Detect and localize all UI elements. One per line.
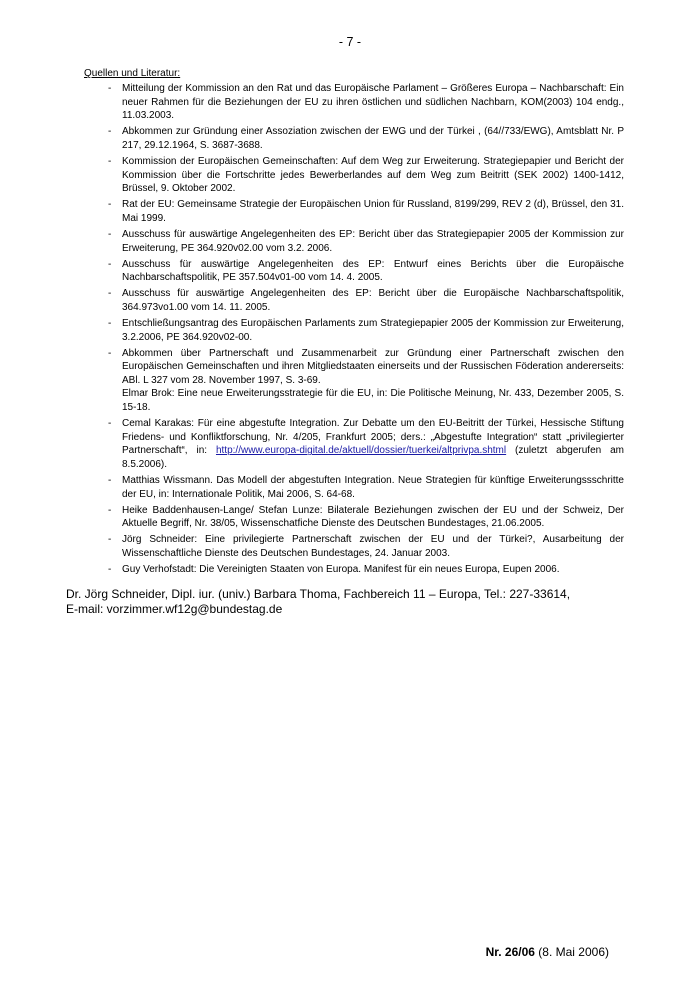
reference-item [84, 563, 624, 577]
reference-text: Heike Baddenhausen-Lange/ Stefan Lunze: Bilaterale Beziehungen zwischen der EU und der Schweiz, Der Aktuelle Begriff, Nr. 38/05, Wissenschatfiche Dienste des Deutschen Bundestages, 21.06.2005. [122, 504, 624, 530]
bullet-dash: - [108, 564, 112, 576]
reference-text-before-link: Cemal Karakas: Für eine abgestufte Integration. Zur Debatte um den EU-Beitritt der Türkei, Hessische Stiftung Friedens- und Konfliktforschung, Nr. 4/205, Frankfurt 2005; ders.: „Abgestufte Integration“ statt „privilegierter Partnerschaft“, in: [122, 418, 624, 457]
author-info [66, 587, 646, 617]
reference-item [84, 474, 624, 501]
document-number [486, 945, 609, 959]
reference-text: Matthias Wissmann. Das Modell der abgestuften Integration. Neue Strategien für künftige Erweiterungssschritte der EU, in: Internationale Politik, Mai 2006, S. 64-68. [122, 475, 624, 500]
reference-text: Entschließungsantrag des Europäischen Parlaments zum Strategiepapier 2005 der Kommission zur Erweiterung, 3.2.2006, PE 364.920v02-00. [122, 318, 624, 343]
bullet-dash: - [108, 83, 112, 94]
bullet-dash: - [108, 534, 112, 546]
reference-text-continuation: Elmar Brok: Eine neue Erweiterungsstrategie für die EU, in: Die Politische Meinung, Nr. 433, Dezember 2005, S. 15-18. [122, 388, 624, 414]
page-number: - 7 - [338, 35, 362, 49]
document-number-label: Nr. 26/06 [485, 945, 535, 959]
reference-item [84, 317, 624, 344]
reference-item [84, 228, 624, 255]
bullet-dash: - [108, 347, 112, 359]
reference-item [84, 155, 624, 196]
reference-item [84, 258, 624, 285]
reference-item [84, 198, 624, 225]
bullet-dash: - [108, 418, 112, 430]
reference-text [122, 417, 624, 471]
reference-text: Guy Verhofstadt: Die Vereinigten Staaten von Europa. Manifest für ein neues Europa, Eupen 2006. [122, 564, 560, 576]
reference-item [84, 417, 624, 471]
author-line: Dr. Jörg Schneider, Dipl. iur. (univ.) Barbara Thoma, Fachbereich 11 – Europa, Tel.: 227-33614, [66, 587, 571, 601]
reference-text: Rat der EU: Gemeinsame Strategie der Europäischen Union für Russland, 8199/299, REV 2 (d), Brüssel, den 31. Mai 1999. [122, 199, 624, 224]
document-date: (8. Mai 2006) [534, 945, 609, 959]
reference-item [84, 347, 624, 415]
bullet-dash: - [108, 199, 112, 211]
bullet-dash: - [108, 126, 112, 138]
sources-heading: Quellen und Literatur: [84, 68, 181, 79]
bullet-dash: - [108, 258, 112, 270]
reference-item [84, 533, 624, 560]
reference-text: Abkommen über Partnerschaft und Zusammenarbeit zur Gründung einer Partnerschaft zwischen den Europäischen Gemeinschaften und ihren Mitgliedstaaten einerseits und der Russischen Föderation andererseits: ABl. L 327 vom 28. November 1997, S. 3-69. [122, 347, 624, 386]
reference-text-after-link: (zuletzt abgerufen am 8.5.2006). [122, 445, 625, 470]
reference-item [84, 125, 624, 152]
reference-item [84, 82, 624, 123]
reference-text: Ausschuss für auswärtige Angelegenheiten des EP: Bericht über das Strategiepapier 2005 der Kommission zur Erweiterung, PE 364.920v02.00 vom 3.2. 2006. [122, 228, 624, 254]
reference-link[interactable]: http://www.europa-digital.de/aktuell/dossier/tuerkei/altprivpa.shtml [215, 445, 507, 457]
sources-section [84, 67, 624, 579]
reference-text: Jörg Schneider: Eine privilegierte Partnerschaft zwischen der EU und der Türkei?, Ausarbeitung der Wissenschaftliche Dienste des Deutschen Bundestages, 24. Januar 2003. [122, 534, 624, 559]
author-email: E-mail: vorzimmer.wf12g@bundestag.de [66, 602, 283, 616]
bullet-dash: - [108, 504, 112, 516]
reference-item [84, 504, 624, 531]
reference-list [84, 82, 624, 577]
reference-text: Ausschuss für auswärtige Angelegenheiten des EP: Bericht über die Europäische Nachbarschaftspolitik, 364.973vo1.00 vom 14. 11. 2005. [122, 288, 624, 313]
bullet-dash: - [108, 318, 112, 329]
bullet-dash: - [108, 475, 112, 487]
bullet-dash: - [108, 155, 112, 167]
bullet-dash: - [108, 288, 112, 300]
reference-text: Kommission der Europäischen Gemeinschaften: Auf dem Weg zur Erweiterung. Strategiepapier und Bericht der Kommission über die Fortschritte jedes Bewerberlandes auf dem Weg zum Beitritt (SEK 2002) 1400-1412, Brüssel, 9. Oktober 2002. [122, 155, 624, 195]
reference-item [84, 287, 624, 314]
reference-text: Abkommen zur Gründung einer Assoziation zwischen der EWG und der Türkei , (64//733/EWG), Amtsblatt Nr. P 217, 29.12.1964, S. 3687-3688. [122, 126, 624, 151]
reference-text: Ausschuss für auswärtige Angelegenheiten des EP: Entwurf eines Berichts über die Europäische Nachbarschaftspolitik, PE 357.504v01-00 vom 14. 4. 2005. [122, 258, 624, 284]
bullet-dash: - [108, 228, 112, 240]
reference-text: Mitteilung der Kommission an den Rat und das Europäische Parlament – Größeres Europa – Nachbarschaft: Ein neuer Rahmen für die Beziehungen der EU zu ihren östlichen und südlichen Nachbarn, KOM(2003) 104 endg., 11.03.2003. [122, 83, 624, 122]
